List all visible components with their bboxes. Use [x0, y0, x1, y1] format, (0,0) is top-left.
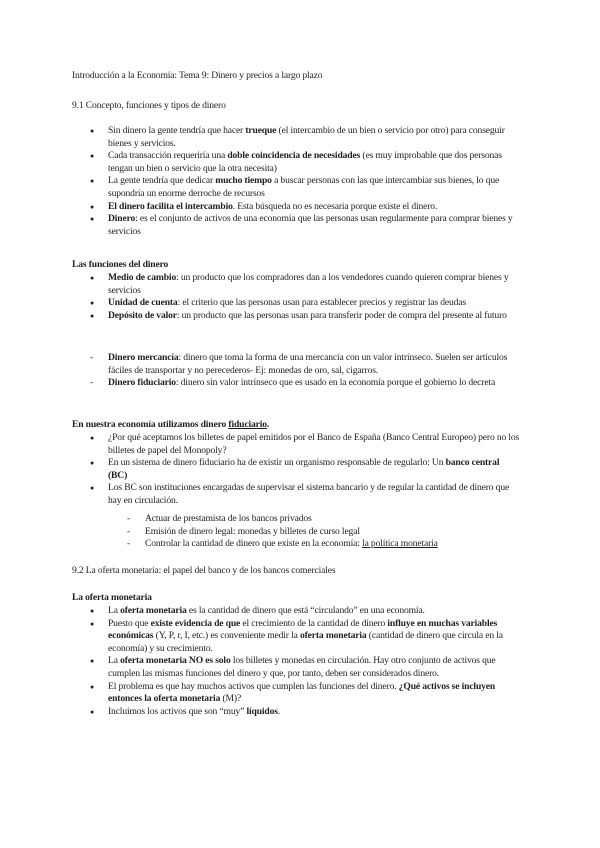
list-item: - Dinero fiduciario: dinero sin valor intrínseco que es usado en la economía porque el gobierno lo decreta — [0, 377, 520, 390]
intro-bullet-list — [0, 125, 600, 238]
list-item: ● Cada transacción requeriría una doble coincidencia de necesidades (es muy improbable que dos personas tengan un bien o servicio que la otra necesita) — [0, 150, 520, 175]
list-item: ● El dinero facilita el intercambio. Esta búsqueda no es necesaria porque existe el dinero. — [0, 201, 520, 214]
list-item: - Controlar la cantidad de dinero que existe en la economía: la política monetaria — [0, 538, 505, 551]
list-item: ● Puesto que existe evidencia de que el crecimiento de la cantidad de dinero influye en muchas variables económicas (Y, P, r, I, etc.) es conveniente medir la oferta monetaria (cantidad de dinero que circula en la economía) y su crecimiento. — [0, 618, 520, 656]
subheading-oferta-monetaria: La oferta monetaria — [72, 592, 152, 603]
list-item: ● Unidad de cuenta: el criterio que las personas usan para establecer precios y registrar las deudas — [0, 297, 520, 310]
list-item: ● Depósito de valor: un producto que las personas usan para transferir poder de compra del presente al futuro — [0, 310, 520, 323]
document-title: Introducción a la Economía: Tema 9: Dinero y precios a largo plazo — [72, 70, 323, 81]
list-item: ● Dinero: es el conjunto de activos de una economía que las personas usan regularmente para comprar bienes y servicios — [0, 213, 520, 238]
list-item: - Emisión de dinero legal: monedas y billetes de curso legal — [0, 526, 505, 539]
list-item: ● El problema es que hay muchos activos que cumplen las funciones del dinero. ¿Qué activos se incluyen entonces la oferta monetaria (M)? — [0, 681, 520, 706]
list-item: - Actuar de prestamista de los bancos privados — [0, 513, 505, 526]
money-types-list — [0, 352, 600, 390]
subheading-fiduciario: En nuestra economía utilizamos dinero fiduciario. — [72, 419, 270, 430]
list-item: ● Incluimos los activos que son “muy” líquidos. — [0, 706, 520, 719]
list-item: ● La oferta monetaria es la cantidad de dinero que está “circulando” en una economía. — [0, 605, 520, 618]
list-item: ● Sin dinero la gente tendría que hacer trueque (el intercambio de un bien o servicio por otro) para conseguir bienes y servicios. — [0, 125, 520, 150]
list-item: ● ¿Por qué aceptamos los billetes de papel emitidos por el Banco de España (Banco Central Europeo) pero no los billetes de papel del Monopoly? — [0, 432, 520, 457]
fiduciary-bullet-list — [0, 432, 600, 508]
subheading-funciones: Las funciones del dinero — [72, 259, 169, 270]
list-item: ● Medio de cambio: un producto que los compradores dan a los vendedores cuando quieren comprar bienes y servicios — [0, 272, 520, 297]
list-item: ● La gente tendría que dedicar mucho tiempo a buscar personas con las que intercambiar sus bienes, lo que supondría un enorme derroche de recursos — [0, 175, 520, 200]
central-bank-functions-list — [0, 513, 600, 551]
section-heading-9-2: 9.2 La oferta monetaria: el papel del banco y de los bancos comerciales — [72, 565, 336, 576]
functions-bullet-list — [0, 272, 600, 322]
money-supply-bullet-list — [0, 605, 600, 718]
list-item: ● En un sistema de dinero fiduciario ha de existir un organismo responsable de regularlo: Un banco central (BC) — [0, 457, 520, 482]
section-heading-9-1: 9.1 Concepto, funciones y tipos de dinero — [72, 100, 226, 111]
list-item: ● Los BC son instituciones encargadas de supervisar el sistema bancario y de regular la cantidad de dinero que hay en circulación. — [0, 482, 520, 507]
list-item: ● La oferta monetaria NO es solo los billetes y monedas en circulación. Hay otro conjunto de activos que cumplen las mismas funciones del dinero y que, por tanto, deben ser considerados dinero. — [0, 655, 520, 680]
list-item: - Dinero mercancía: dinero que toma la forma de una mercancía con un valor intrínseco. Suelen ser artículos fáciles de transportar y no perecederos- Ej: monedas de oro, sal, cigarros. — [0, 352, 520, 377]
